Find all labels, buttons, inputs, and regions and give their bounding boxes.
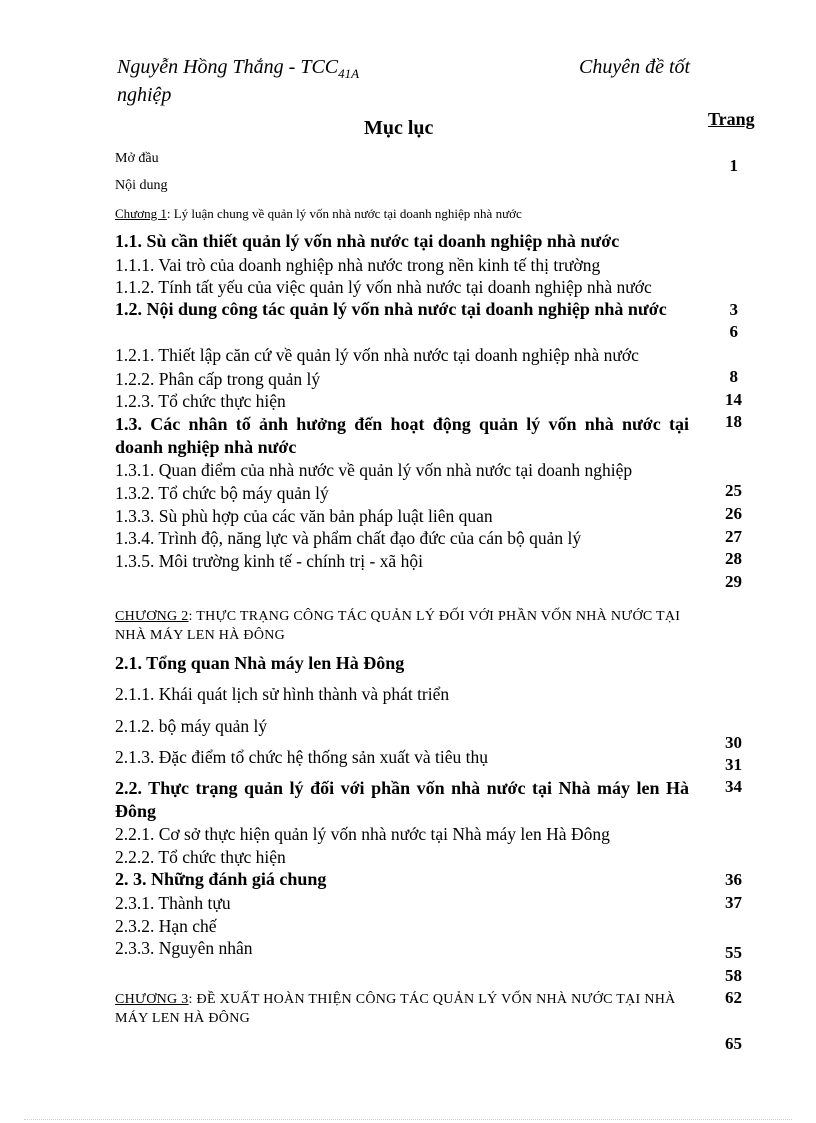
- page-number: 58: [725, 966, 742, 985]
- page-number-clipped: 65: [725, 1034, 742, 1053]
- header-doc-type: Chuyên đề tốt: [579, 56, 691, 78]
- toc-entry: 2.2.1. Cơ sở thực hiện quản lý vốn nhà nước tại Nhà máy len Hà Đông: [115, 824, 610, 844]
- page-number: 37: [725, 893, 742, 912]
- toc-entry: 2.3.2. Hạn chế: [115, 916, 217, 936]
- toc-section: 2.1. Tổng quan Nhà máy len Hà Đông: [115, 653, 405, 673]
- toc-entry: 2.3.1. Thành tựu: [115, 893, 231, 913]
- header-doc-type-cont: nghiệp: [117, 84, 172, 106]
- toc-section: 1.1. Sù cần thiết quản lý vốn nhà nước tại doanh nghiệp nhà nước: [115, 231, 620, 251]
- toc-entry: 1.1.1. Vai trò của doanh nghiệp nhà nước trong nền kinh tế thị trường: [115, 255, 601, 275]
- toc-section: 1.3. Các nhân tố ảnh hưởng đến hoạt động quản lý vốn nhà nước tại doanh nghiệp nhà nước: [115, 414, 689, 457]
- toc-entry: 1.3.5. Môi trường kinh tế - chính trị - xã hội: [115, 551, 423, 571]
- toc-entry: 1.3.3. Sù phù hợp của các văn bản pháp luật liên quan: [115, 506, 493, 526]
- page-number: 31: [725, 755, 742, 774]
- toc-entry: 2.1.3. Đặc điểm tổ chức hệ thống sản xuất và tiêu thụ: [115, 747, 489, 767]
- toc-entry: 1.1.2. Tính tất yếu của việc quản lý vốn nhà nước tại doanh nghiệp nhà nước: [115, 277, 652, 297]
- page-number: 18: [725, 412, 742, 431]
- toc-entry: 1.2.3. Tổ chức thực hiện: [115, 391, 286, 411]
- page-number: 25: [725, 481, 742, 500]
- header-author: Nguyễn Hồng Thắng - $TCC_{41A}$: [117, 56, 360, 81]
- page-number: 30: [725, 733, 742, 752]
- page-number: 62: [725, 988, 742, 1007]
- page-title: Mục lục: [364, 117, 434, 139]
- toc-section: 1.2. Nội dung công tác quản lý vốn nhà nước tại doanh nghiệp nhà nước: [115, 299, 667, 319]
- page-number: 26: [725, 504, 742, 523]
- page-number: 14: [725, 390, 742, 409]
- toc-section: 2. 3. Những đánh giá chung: [115, 869, 327, 889]
- page-number: 3: [729, 300, 738, 319]
- toc-section: 2.2. Thực trạng quản lý đối với phần vốn nhà nước tại Nhà máy len Hà Đông: [115, 778, 689, 821]
- page-number: 1: [729, 156, 738, 175]
- toc-entry: 1.2.2. Phân cấp trong quản lý: [115, 369, 321, 389]
- page-number: 55: [725, 943, 742, 962]
- toc-entry: 1.2.1. Thiết lập căn cứ về quản lý vốn nhà nước tại doanh nghiệp nhà nước: [115, 345, 639, 365]
- page-number: 36: [725, 870, 742, 889]
- page-number: 6: [729, 322, 738, 341]
- page-number: 28: [725, 549, 742, 568]
- toc-entry: Mở đầu: [115, 151, 159, 166]
- toc-entry: 1.3.1. Quan điểm của nhà nước về quản lý vốn nhà nước tại doanh nghiệp: [115, 460, 633, 480]
- toc-entry: 1.3.4. Trình độ, năng lực và phẩm chất đạo đức của cán bộ quản lý: [115, 528, 582, 548]
- chapter-3-heading: CHƯƠNG 3: ĐỀ XUẤT HOÀN THIỆN CÔNG TÁC QUẢN LÝ VỐN NHÀ NƯỚC TẠI NHÀ MÁY LEN HÀ ĐÔNG: [115, 992, 676, 1026]
- toc-entry: 1.3.2. Tổ chức bộ máy quản lý: [115, 483, 329, 503]
- toc-entry: 2.3.3. Nguyên nhân: [115, 938, 253, 958]
- toc-entry: 2.1.1. Khái quát lịch sử hình thành và phát triển: [115, 684, 450, 704]
- page-number: 29: [725, 572, 742, 591]
- page-number: 27: [725, 527, 742, 546]
- page-column-label: Trang: [708, 109, 755, 129]
- page-number: 8: [729, 367, 738, 386]
- toc-entry: 2.1.2. bộ máy quản lý: [115, 716, 268, 736]
- chapter-2-heading: CHƯƠNG 2: THỰC TRẠNG CÔNG TÁC QUẢN LÝ ĐỐI VỚI PHẦN VỐN NHÀ NƯỚC TẠI NHÀ MÁY LEN HÀ ĐÔNG: [115, 609, 681, 643]
- chapter-1-heading: Chương 1: Lý luận chung về quản lý vốn nhà nước tại doanh nghiệp nhà nước: [115, 206, 522, 221]
- page-bottom-divider: [24, 1119, 792, 1120]
- page-number: 34: [725, 777, 742, 796]
- toc-entry: 2.2.2. Tổ chức thực hiện: [115, 847, 286, 867]
- toc-entry: Nội dung: [115, 178, 168, 193]
